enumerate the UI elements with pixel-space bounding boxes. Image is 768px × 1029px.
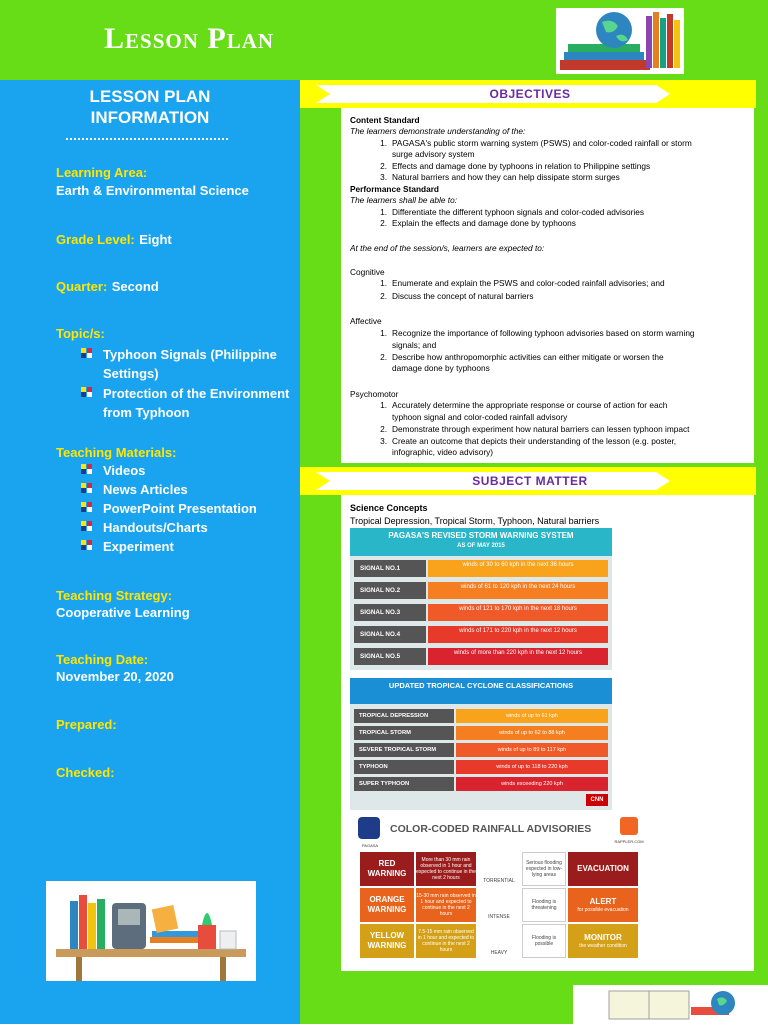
sidebar-divider bbox=[66, 138, 228, 140]
science-concepts-title: Science Concepts bbox=[350, 503, 428, 513]
storm-warning-header bbox=[350, 528, 612, 556]
rainfall-advisory-title: COLOR-CODED RAINFALL ADVISORIES bbox=[390, 823, 592, 835]
signal-description: winds of more than 220 kph in the next 12 hours bbox=[428, 648, 608, 665]
materials-list bbox=[80, 461, 290, 556]
rappler-logo-text: RAPPLER.COM bbox=[614, 839, 644, 844]
bullet-icon bbox=[81, 483, 93, 493]
rainfall-row-red bbox=[352, 852, 644, 886]
cyclone-classification-infographic bbox=[350, 678, 612, 810]
classification-description: winds of up to 118 to 220 kph bbox=[456, 760, 608, 774]
rainfall-amount: 7.5-15 mm rain observed in 1 hour and expected to continue in the next 2 hours bbox=[416, 924, 476, 958]
warning-label: YELLOW WARNING bbox=[360, 924, 414, 958]
grade-level-value: Eight bbox=[139, 232, 172, 247]
notebook-globe-illustration bbox=[573, 985, 768, 1024]
rainfall-amount: 15-30 mm rain observed in 1 hour and expected to continue in the next 2 hours bbox=[416, 888, 476, 922]
session-intro: At the end of the session/s, learners are expected to: bbox=[350, 243, 545, 253]
action-label: ALERT bbox=[589, 897, 617, 906]
classification-label: TROPICAL STORM bbox=[354, 726, 454, 740]
quarter bbox=[56, 278, 159, 296]
action-cell bbox=[568, 924, 638, 958]
classification-label: TYPHOON bbox=[354, 760, 454, 774]
teaching-materials-label: Teaching Materials: bbox=[56, 445, 177, 460]
rainfall-amount: More than 30 mm rain observed in 1 hour and expected to continue in the next 2 hours bbox=[416, 852, 476, 886]
subject-matter-title: SUBJECT MATTER bbox=[472, 474, 588, 488]
action-note: the weather condition bbox=[579, 943, 627, 949]
subject-matter-box bbox=[341, 495, 754, 971]
psychomotor-title: Psychomotor bbox=[350, 389, 399, 399]
cognitive-title: Cognitive bbox=[350, 267, 385, 277]
list-item: 2. Discuss the concept of natural barriers bbox=[380, 291, 534, 301]
list-item: 1. Recognize the importance of following typhoon advisories based on storm warning bbox=[380, 328, 695, 338]
signal-label: SIGNAL NO.3 bbox=[354, 604, 426, 621]
material-item-text: Videos bbox=[103, 463, 146, 478]
books-globe-illustration bbox=[556, 8, 684, 74]
storm-warning-title: PAGASA'S REVISED STORM WARNING SYSTEM bbox=[388, 531, 574, 540]
signal-row bbox=[354, 648, 608, 665]
subject-matter-banner bbox=[300, 467, 756, 495]
classification-label: TROPICAL DEPRESSION bbox=[354, 709, 454, 723]
bullet-icon bbox=[81, 540, 93, 550]
classification-label: SUPER TYPHOON bbox=[354, 777, 454, 791]
list-item-continued: surge advisory system bbox=[392, 149, 475, 159]
bullet-icon bbox=[81, 387, 93, 397]
performance-standard-intro: The learners shall be able to: bbox=[350, 195, 458, 205]
signal-label: SIGNAL NO.1 bbox=[354, 560, 426, 577]
sidebar-heading-text: LESSON PLAN INFORMATION bbox=[89, 87, 211, 127]
action-note: for possible evacuation bbox=[577, 907, 629, 913]
list-item: 1. Differentiate the different typhoon signals and color-coded advisories bbox=[380, 207, 644, 217]
intense-rain-icon: INTENSE bbox=[478, 888, 520, 922]
list-item-continued: typhoon signal and color-coded rainfall advisory bbox=[392, 412, 568, 422]
list-item: 2. Describe how anthropomorphic activities can either mitigate or worsen the bbox=[380, 352, 664, 362]
performance-standard-title: Performance Standard bbox=[350, 184, 439, 194]
signal-row bbox=[354, 626, 608, 643]
objectives-banner bbox=[300, 80, 756, 108]
pagasa-logo-text: PAGASA bbox=[361, 843, 379, 848]
flood-note: Serious flooding expected in low-lying areas bbox=[522, 852, 566, 886]
topics-label: Topic/s: bbox=[56, 326, 105, 341]
signal-description: winds of 61 to 120 kph in the next 24 hours bbox=[428, 582, 608, 599]
rainfall-row-yellow bbox=[352, 924, 644, 958]
list-item bbox=[80, 384, 290, 422]
flood-note: Flooding is possible bbox=[522, 924, 566, 958]
objectives-box bbox=[341, 108, 754, 463]
list-item bbox=[80, 499, 290, 518]
teaching-date-value: November 20, 2020 bbox=[56, 669, 174, 684]
quarter-label: Quarter: bbox=[56, 279, 108, 294]
bullet-icon bbox=[81, 348, 93, 358]
action-label: EVACUATION bbox=[568, 852, 638, 886]
warning-label: RED WARNING bbox=[360, 852, 414, 886]
classification-description: winds exceeding 220 kph bbox=[456, 777, 608, 791]
quarter-value: Second bbox=[111, 279, 159, 294]
checked-label: Checked: bbox=[56, 765, 115, 780]
action-label: MONITOR bbox=[584, 933, 622, 942]
list-item: 2. Demonstrate through experiment how natural barriers can lessen typhoon impact bbox=[380, 424, 690, 434]
classification-description: winds of up to 89 to 117 kph bbox=[456, 743, 608, 757]
classification-row bbox=[354, 760, 608, 774]
prepared-label: Prepared: bbox=[56, 717, 117, 732]
bullet-icon bbox=[81, 521, 93, 531]
bullet-icon bbox=[81, 502, 93, 512]
classification-label: SEVERE TROPICAL STORM bbox=[354, 743, 454, 757]
flood-note: Flooding is threatening bbox=[522, 888, 566, 922]
material-item-text: Experiment bbox=[103, 539, 174, 554]
list-item: 1. Enumerate and explain the PSWS and color-coded rainfall advisories; and bbox=[380, 278, 665, 288]
signal-row bbox=[354, 560, 608, 577]
topics-list bbox=[80, 345, 290, 422]
signal-row bbox=[354, 604, 608, 621]
objectives-title: OBJECTIVES bbox=[489, 87, 571, 101]
grade-level bbox=[56, 231, 172, 249]
rappler-logo-icon bbox=[620, 817, 638, 835]
list-item: 1. Accurately determine the appropriate response or course of action for each bbox=[380, 400, 668, 410]
signal-description: winds of 171 to 220 kph in the next 12 hours bbox=[428, 626, 608, 643]
signal-label: SIGNAL NO.5 bbox=[354, 648, 426, 665]
bullet-icon bbox=[81, 464, 93, 474]
list-item bbox=[80, 518, 290, 537]
signal-description: winds of 30 to 60 kph in the next 36 hours bbox=[428, 560, 608, 577]
warning-label: ORANGE WARNING bbox=[360, 888, 414, 922]
cnn-logo: CNN bbox=[586, 794, 608, 806]
material-item-text: PowerPoint Presentation bbox=[103, 501, 257, 516]
classification-row bbox=[354, 777, 608, 791]
science-concepts-value: Tropical Depression, Tropical Storm, Typhoon, Natural barriers bbox=[350, 516, 600, 526]
torrential-rain-icon: TORRENTIAL bbox=[478, 852, 520, 886]
classification-row bbox=[354, 709, 608, 723]
list-item-continued: signals; and bbox=[392, 340, 437, 350]
rainfall-advisory-infographic bbox=[350, 814, 648, 969]
desk-books-illustration bbox=[46, 881, 256, 981]
teaching-strategy-value: Cooperative Learning bbox=[56, 605, 190, 620]
cyclone-classification-title: UPDATED TROPICAL CYCLONE CLASSIFICATIONS bbox=[350, 678, 612, 704]
classification-row bbox=[354, 726, 608, 740]
content-standard-title: Content Standard bbox=[350, 115, 420, 125]
list-item: 3. Natural barriers and how they can help dissipate storm surges bbox=[380, 172, 620, 182]
signal-row bbox=[354, 582, 608, 599]
heavy-rain-icon: HEAVY bbox=[478, 924, 520, 958]
pagasa-logo-icon bbox=[358, 817, 380, 839]
list-item-continued: infographic, video advisory) bbox=[392, 447, 493, 457]
list-item-continued: damage done by typhoons bbox=[392, 363, 490, 373]
affective-title: Affective bbox=[350, 316, 382, 326]
list-item: 2. Effects and damage done by typhoons in relation to Philippine settings bbox=[380, 161, 651, 171]
rainfall-row-orange bbox=[352, 888, 644, 922]
learning-area-value: Earth & Environmental Science bbox=[56, 183, 249, 198]
list-item bbox=[80, 480, 290, 499]
material-item-text: News Articles bbox=[103, 482, 188, 497]
page-title: Lesson Plan bbox=[104, 22, 275, 55]
classification-description: winds of up to 62 to 88 kph bbox=[456, 726, 608, 740]
storm-warning-infographic bbox=[350, 528, 612, 670]
list-item: 2. Explain the effects and damage done by typhoons bbox=[380, 218, 576, 228]
classification-row bbox=[354, 743, 608, 757]
grade-level-label: Grade Level: bbox=[56, 232, 135, 247]
list-item bbox=[80, 345, 290, 383]
classification-description: winds of up to 61 kph bbox=[456, 709, 608, 723]
content-standard-intro: The learners demonstrate understanding of the: bbox=[350, 126, 526, 136]
list-item bbox=[80, 537, 290, 556]
material-item-text: Handouts/Charts bbox=[103, 520, 208, 535]
signal-description: winds of 121 to 170 kph in the next 18 hours bbox=[428, 604, 608, 621]
topic-item-text: Protection of the Environment from Typhoon bbox=[103, 386, 290, 420]
list-item bbox=[80, 461, 290, 480]
list-item: 1. PAGASA's public storm warning system (PSWS) and color-coded rainfall or storm bbox=[380, 138, 692, 148]
signal-label: SIGNAL NO.2 bbox=[354, 582, 426, 599]
signal-label: SIGNAL NO.4 bbox=[354, 626, 426, 643]
storm-warning-subtitle: AS OF MAY 2015 bbox=[457, 543, 505, 549]
topic-item-text: Typhoon Signals (Philippine Settings) bbox=[103, 347, 277, 381]
action-cell bbox=[568, 888, 638, 922]
list-item: 3. Create an outcome that depicts their understanding of the lesson (e.g. poster, bbox=[380, 436, 677, 446]
learning-area-label: Learning Area: bbox=[56, 165, 148, 180]
teaching-strategy-label: Teaching Strategy: bbox=[56, 588, 173, 603]
sidebar-heading bbox=[0, 86, 300, 128]
teaching-date-label: Teaching Date: bbox=[56, 652, 149, 667]
